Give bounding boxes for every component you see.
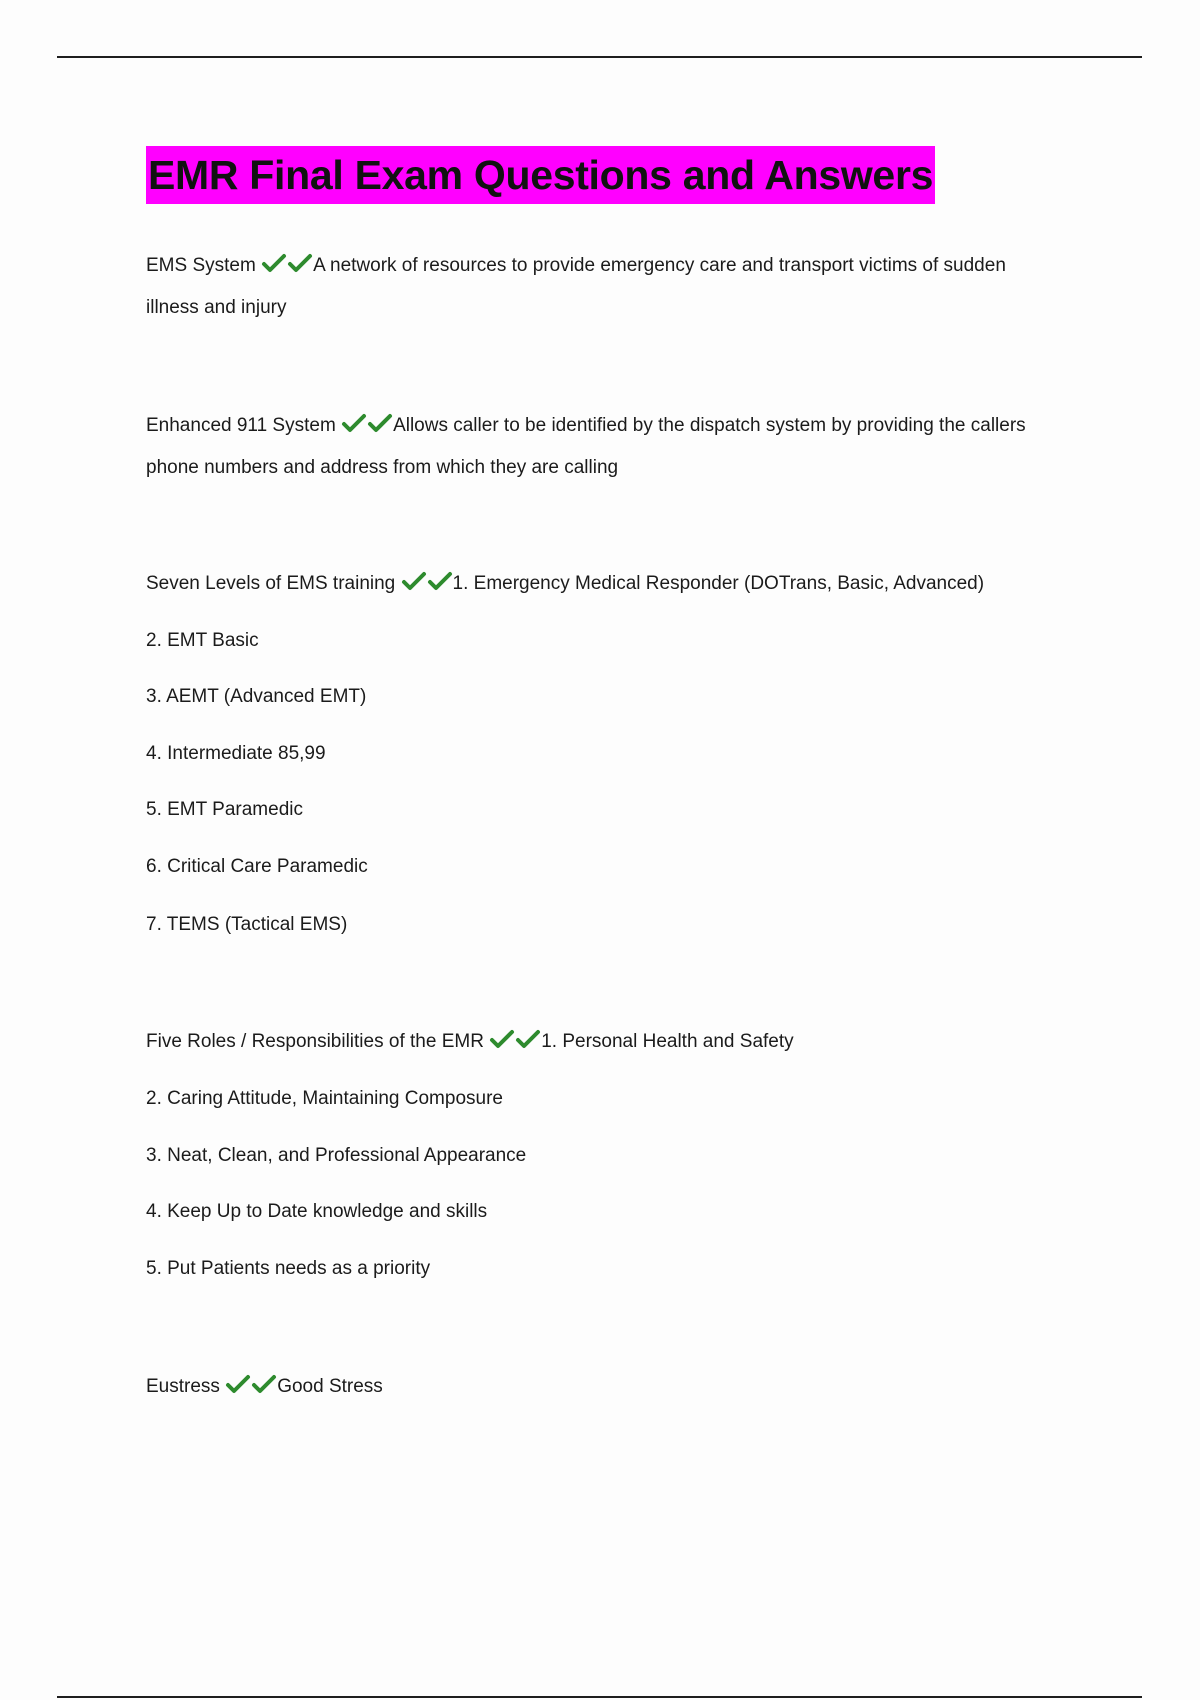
answer: Allows caller to be identified by the dispatch system by providing the callers	[393, 415, 1026, 436]
answer: 1. Emergency Medical Responder (DOTrans, Basic, Advanced)	[452, 573, 985, 594]
term: Eustress	[146, 1376, 220, 1397]
list-item: 2. Caring Attitude, Maintaining Composure	[146, 1088, 503, 1109]
list-item: 2. EMT Basic	[146, 630, 259, 651]
term: EMS System	[146, 255, 256, 276]
answer: A network of resources to provide emergency care and transport victims of sudden	[313, 255, 1006, 276]
list-item: 4. Keep Up to Date knowledge and skills	[146, 1201, 488, 1222]
qa-item-ems-system	[146, 253, 1006, 278]
check-icon	[251, 1374, 277, 1396]
qa-item-eustress	[146, 1374, 383, 1399]
qa-item-five-roles	[146, 1029, 794, 1054]
list-item: 5. EMT Paramedic	[146, 799, 303, 820]
check-icon	[515, 1029, 541, 1051]
check-icon	[261, 253, 287, 275]
check-icon	[341, 413, 367, 435]
answer-continuation: phone numbers and address from which they are calling	[146, 457, 619, 478]
qa-item-enhanced-911	[146, 413, 1026, 438]
check-icon	[225, 1374, 251, 1396]
check-icon	[427, 571, 453, 593]
top-rule	[57, 56, 1142, 58]
list-item: 5. Put Patients needs as a priority	[146, 1258, 431, 1279]
list-item: 4. Intermediate 85,99	[146, 743, 326, 764]
term: Enhanced 911 System	[146, 415, 336, 436]
check-icon	[287, 253, 313, 275]
check-icon	[367, 413, 393, 435]
qa-item-seven-levels	[146, 571, 984, 596]
list-item: 3. AEMT (Advanced EMT)	[146, 686, 367, 707]
check-icon	[401, 571, 427, 593]
term: Five Roles / Responsibilities of the EMR	[146, 1031, 484, 1052]
bottom-rule	[57, 1696, 1142, 1698]
list-item: 6. Critical Care Paramedic	[146, 856, 368, 877]
list-item: 3. Neat, Clean, and Professional Appearance	[146, 1145, 527, 1166]
answer-continuation: illness and injury	[146, 297, 287, 318]
answer: 1. Personal Health and Safety	[541, 1031, 794, 1052]
term: Seven Levels of EMS training	[146, 573, 396, 594]
list-item: 7. TEMS (Tactical EMS)	[146, 914, 348, 935]
check-icon	[489, 1029, 515, 1051]
page-title: EMR Final Exam Questions and Answers	[146, 146, 935, 204]
answer: Good Stress	[277, 1376, 383, 1397]
